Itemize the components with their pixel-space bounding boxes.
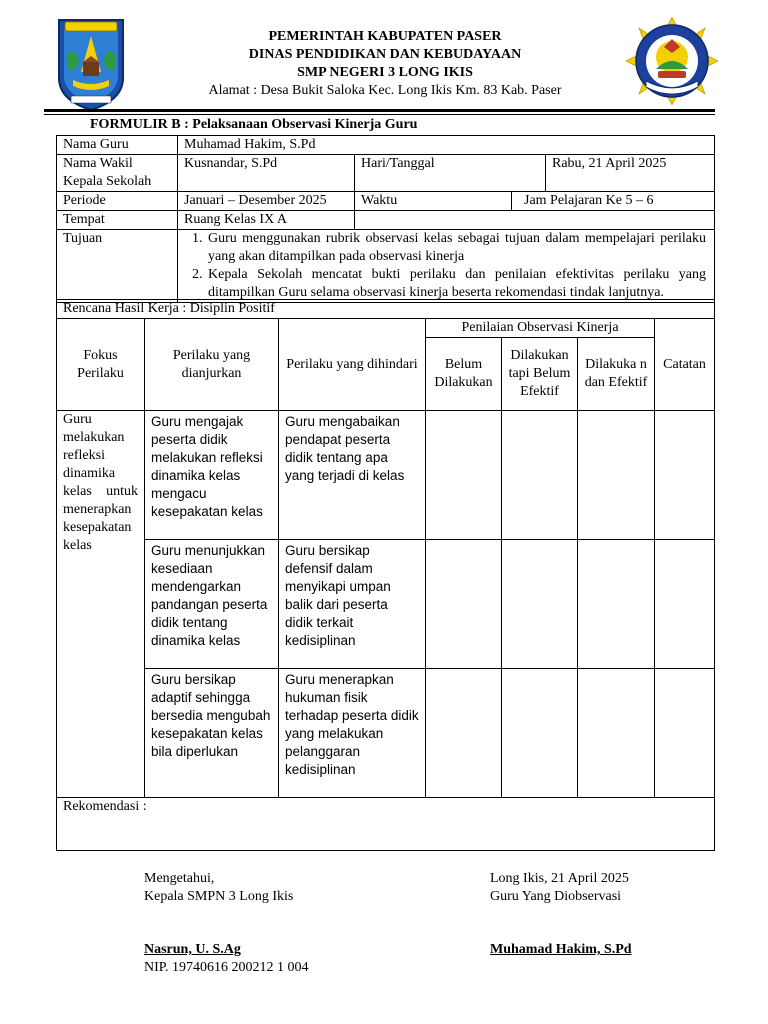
col-dihindari: Perilaku yang dihindari (279, 319, 426, 411)
letterhead-rule-thick (44, 109, 715, 112)
catatan-cell[interactable] (655, 540, 715, 669)
fokus-perilaku-cell: Guru melakukan refleksi dinamika kelas untuk menerapkan kesepakatan kelas (57, 411, 145, 798)
dihindari-cell: Guru mengabaikan pendapat peserta didik tentang apa yang terjadi di kelas (279, 411, 426, 540)
sign-right-line1: Long Ikis, 21 April 2025 (490, 871, 629, 886)
sign-right-name (490, 941, 632, 959)
dianjurkan-cell: Guru menunjukkan kesediaan mendengarkan pandangan peserta didik tentang dinamika kelas (145, 540, 279, 669)
letterhead-rule-thin (44, 114, 715, 115)
efektif-cell[interactable] (578, 411, 655, 540)
sign-left-nip: NIP. 19740616 200212 1 004 (144, 960, 309, 975)
nama-guru-value: Muhamad Hakim, S.Pd (178, 136, 715, 155)
col-dilakukan-belum-efektif: Dilakukan tapi Belum Efektif (502, 338, 578, 411)
wakil-value: Kusnandar, S.Pd (178, 155, 355, 192)
belum-dilakukan-cell[interactable] (426, 411, 502, 540)
principal-name: Nasrun, U. S.Ag (144, 942, 241, 957)
periode-label: Periode (57, 192, 178, 211)
sign-left-line2: Kepala SMPN 3 Long Ikis (144, 889, 294, 904)
tempat-empty (355, 211, 715, 230)
dianjurkan-cell: Guru bersikap adaptif sehingga bersedia mengubah kesepakatan kelas bila diperlukan (145, 669, 279, 798)
wakil-label: Nama Wakil Kepala Sekolah (57, 155, 178, 192)
hari-value: Rabu, 21 April 2025 (546, 155, 715, 192)
catatan-cell[interactable] (655, 411, 715, 540)
kabupaten-paser-emblem (55, 16, 127, 112)
col-belum-dilakukan: Belum Dilakukan (426, 338, 502, 411)
teacher-name: Muhamad Hakim, S.Pd (490, 942, 632, 957)
header-department: DINAS PENDIDIKAN DAN KEBUDAYAAN (248, 47, 522, 62)
efektif-cell[interactable] (578, 540, 655, 669)
col-catatan: Catatan (655, 319, 715, 411)
col-fokus: Fokus Perilaku (57, 319, 145, 411)
periode-value: Januari – Desember 2025 (178, 192, 355, 211)
belum-dilakukan-cell[interactable] (426, 540, 502, 669)
header-government: PEMERINTAH KABUPATEN PASER (268, 29, 502, 44)
col-dianjurkan: Perilaku yang dianjurkan (145, 319, 279, 411)
tempat-label: Tempat (57, 211, 178, 230)
dianjurkan-cell: Guru mengajak peserta didik melakukan refleksi dinamika kelas mengacu kesepakatan kelas (145, 411, 279, 540)
belum-dilakukan-cell[interactable] (426, 669, 502, 798)
nama-guru-label: Nama Guru (57, 136, 178, 155)
form-title: FORMULIR B : Pelaksanaan Observasi Kinerja Guru (90, 117, 418, 132)
waktu-value: Jam Pelajaran Ke 5 – 6 (512, 192, 715, 211)
observation-table (56, 299, 715, 851)
belum-efektif-cell[interactable] (502, 540, 578, 669)
header-address: Alamat : Desa Bukit Saloka Kec. Long Ikis Km. 83 Kab. Paser (208, 83, 562, 98)
belum-efektif-cell[interactable] (502, 411, 578, 540)
dihindari-cell: Guru menerapkan hukuman fisik terhadap peserta didik yang melakukan pelanggaran kedisiplinan (279, 669, 426, 798)
tujuan-item: 2. Kepala Sekolah mencatat bukti perilaku dan penilaian efektivitas perilaku yang ditampilkan Guru selama observasi kinerja beserta rekomendasi tindak lanjutnya. (206, 266, 706, 302)
belum-efektif-cell[interactable] (502, 669, 578, 798)
catatan-cell[interactable] (655, 669, 715, 798)
col-dilakukan-efektif: Dilakuka n dan Efektif (578, 338, 655, 411)
efektif-cell[interactable] (578, 669, 655, 798)
dihindari-cell: Guru bersikap defensif dalam menyikapi umpan balik dari peserta didik terkait kedisiplinan (279, 540, 426, 669)
sign-right-line2: Guru Yang Diobservasi (490, 889, 622, 904)
hari-label: Hari/Tanggal (355, 155, 546, 192)
tujuan-cell (178, 230, 715, 303)
tempat-value: Ruang Kelas IX A (178, 211, 355, 230)
col-penilaian: Penilaian Observasi Kinerja (426, 319, 655, 338)
tujuan-list (184, 230, 706, 302)
sign-left-line1: Mengetahui, (144, 871, 215, 886)
sign-left-name (144, 941, 241, 959)
waktu-label: Waktu (355, 192, 512, 211)
rekomendasi-cell[interactable]: Rekomendasi : (57, 798, 715, 851)
header-school: SMP NEGERI 3 LONG IKIS (297, 65, 473, 80)
identity-table (56, 135, 715, 303)
tujuan-item: 1. Guru menggunakan rubrik observasi kelas sebagai tujuan dalam mempelajari perilaku yang akan ditampilkan pada observasi kinerja (206, 230, 706, 266)
tujuan-label: Tujuan (57, 230, 178, 303)
rencana-hasil-kerja: Rencana Hasil Kerja : Disiplin Positif (57, 300, 715, 319)
